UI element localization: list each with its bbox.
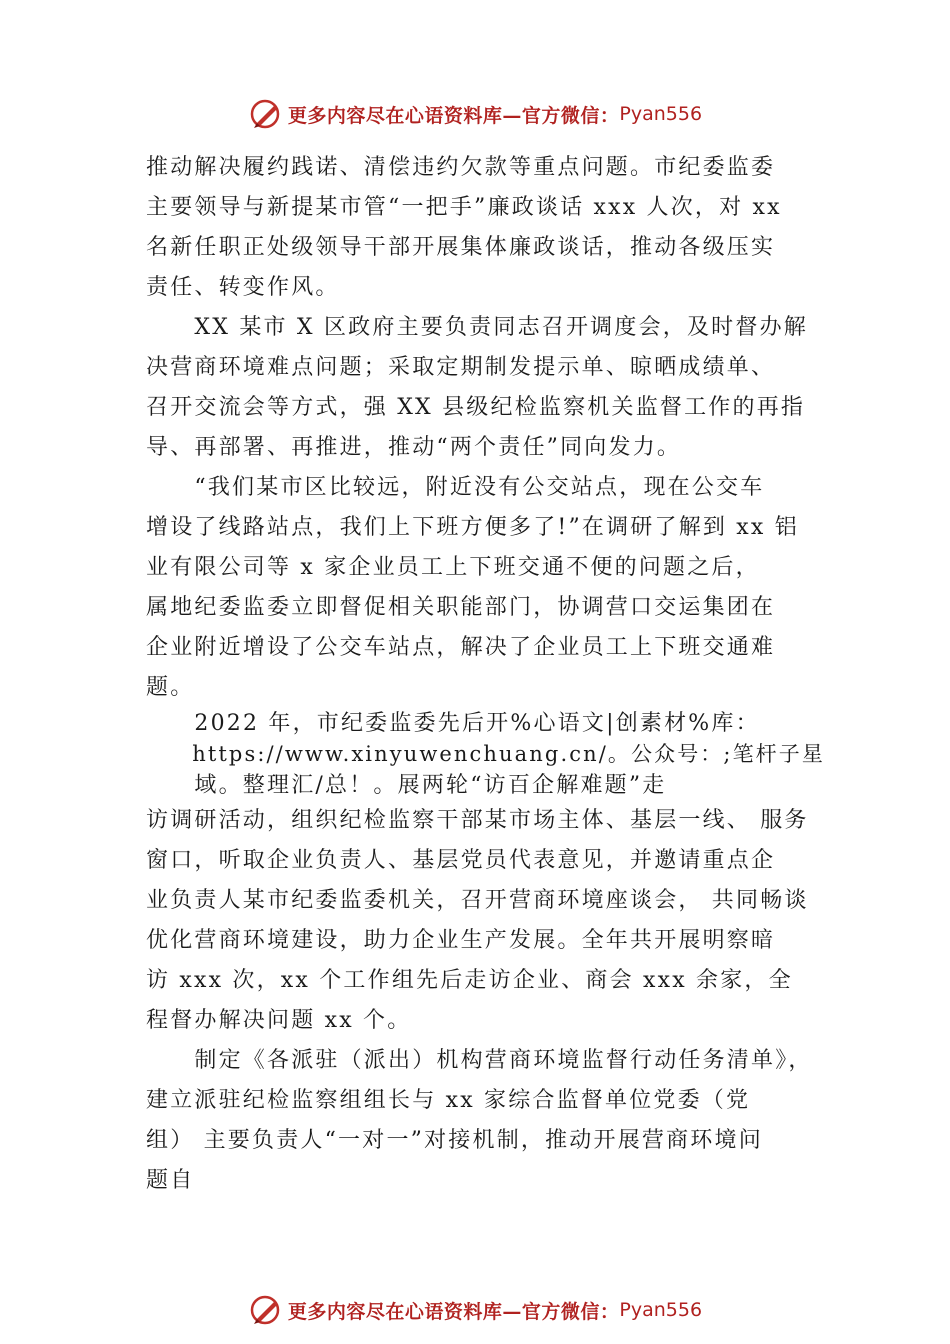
banner-wechat-id: Pyan556 xyxy=(619,1299,703,1321)
banner-text: 更多内容尽在心语资料库—官方微信： xyxy=(287,1300,620,1323)
document-body xyxy=(146,148,826,1201)
text-line: 访调研活动，组织纪检监察干部某市场主体、基层一线、 服务 xyxy=(146,808,809,833)
text-line: 推动解决履约践诺、清偿违约欠款等重点问题。市纪委监委 xyxy=(146,155,776,180)
text-line: 增设了线路站点，我们上下班方便多了!”在调研了解到 xx 铝 xyxy=(146,515,799,540)
banner-wechat-id: Pyan556 xyxy=(619,103,703,125)
text-line: 优化营商环境建设，助力企业生产发展。全年共开展明察暗 xyxy=(146,928,776,953)
text-line: 建立派驻纪检监察组组长与 xx 家综合监督单位党委（党 xyxy=(146,1088,751,1113)
text-line: 题自 xyxy=(146,1168,195,1193)
banner-text: 更多内容尽在心语资料库—官方微信： xyxy=(287,104,620,127)
text-line: 制定《各派驻（派出）机构营商环境监督行动任务清单》， xyxy=(146,1048,813,1073)
footer-banner xyxy=(0,1290,950,1330)
text-line: “我们某市区比较远，附近没有公交站点，现在公交车 xyxy=(146,475,765,500)
text-line: 访 xxx 次，xx 个工作组先后走访企业、商会 xxx 余家，全 xyxy=(146,968,793,993)
text-line: 业负责人某市纪委监委机关，召开营商环境座谈会， 共同畅谈 xyxy=(146,888,809,913)
pen-logo-icon xyxy=(248,96,284,132)
text-line: 窗口，听取企业负责人、基层党员代表意见，并邀请重点企 xyxy=(146,848,776,873)
text-line: 名新任职正处级领导干部开展集体廉政谈话，推动各级压实 xyxy=(146,235,776,260)
text-line: 组） 主要负责人“一对一”对接机制，推动开展营商环境问 xyxy=(146,1128,763,1153)
text-line: 企业附近增设了公交车站点，解决了企业员工上下班交通难 xyxy=(146,635,776,660)
text-line: 决营商环境难点问题；采取定期制发提示单、晾晒成绩单、 xyxy=(146,355,776,380)
text-line: 程督办解决问题 xx 个。 xyxy=(146,1008,412,1033)
text-line: 召开交流会等方式，强 XX 县级纪检监察机关监督工作的再指 xyxy=(146,395,806,420)
text-line: 主要领导与新提某市管“一把手”廉政谈话 xxx 人次，对 xx xyxy=(146,195,782,220)
header-banner xyxy=(0,94,950,134)
text-line: 属地纪委监委立即督促相关职能部门，协调营口交运集团在 xyxy=(146,595,776,620)
text-line: 责任、转变作风。 xyxy=(146,275,340,300)
text-line: 导、再部署、再推进，推动“两个责任”同向发力。 xyxy=(146,435,682,460)
text-line: 2022 年，市纪委监委先后开%心语文|创素材%库： xyxy=(146,711,760,736)
text-line: https://www.xinyuwenchuang.cn/。公众号：;笔杆子星 xyxy=(146,742,825,766)
text-line: 业有限公司等 x 家企业员工上下班交通不便的问题之后， xyxy=(146,555,760,580)
text-line: 域。整理汇/总！。展两轮“访百企解难题”走 xyxy=(146,773,667,798)
text-line: 题。 xyxy=(146,675,195,700)
text-line: XX 某市 X 区政府主要负责同志召开调度会，及时督办解 xyxy=(146,315,808,340)
pen-logo-icon xyxy=(248,1292,284,1328)
